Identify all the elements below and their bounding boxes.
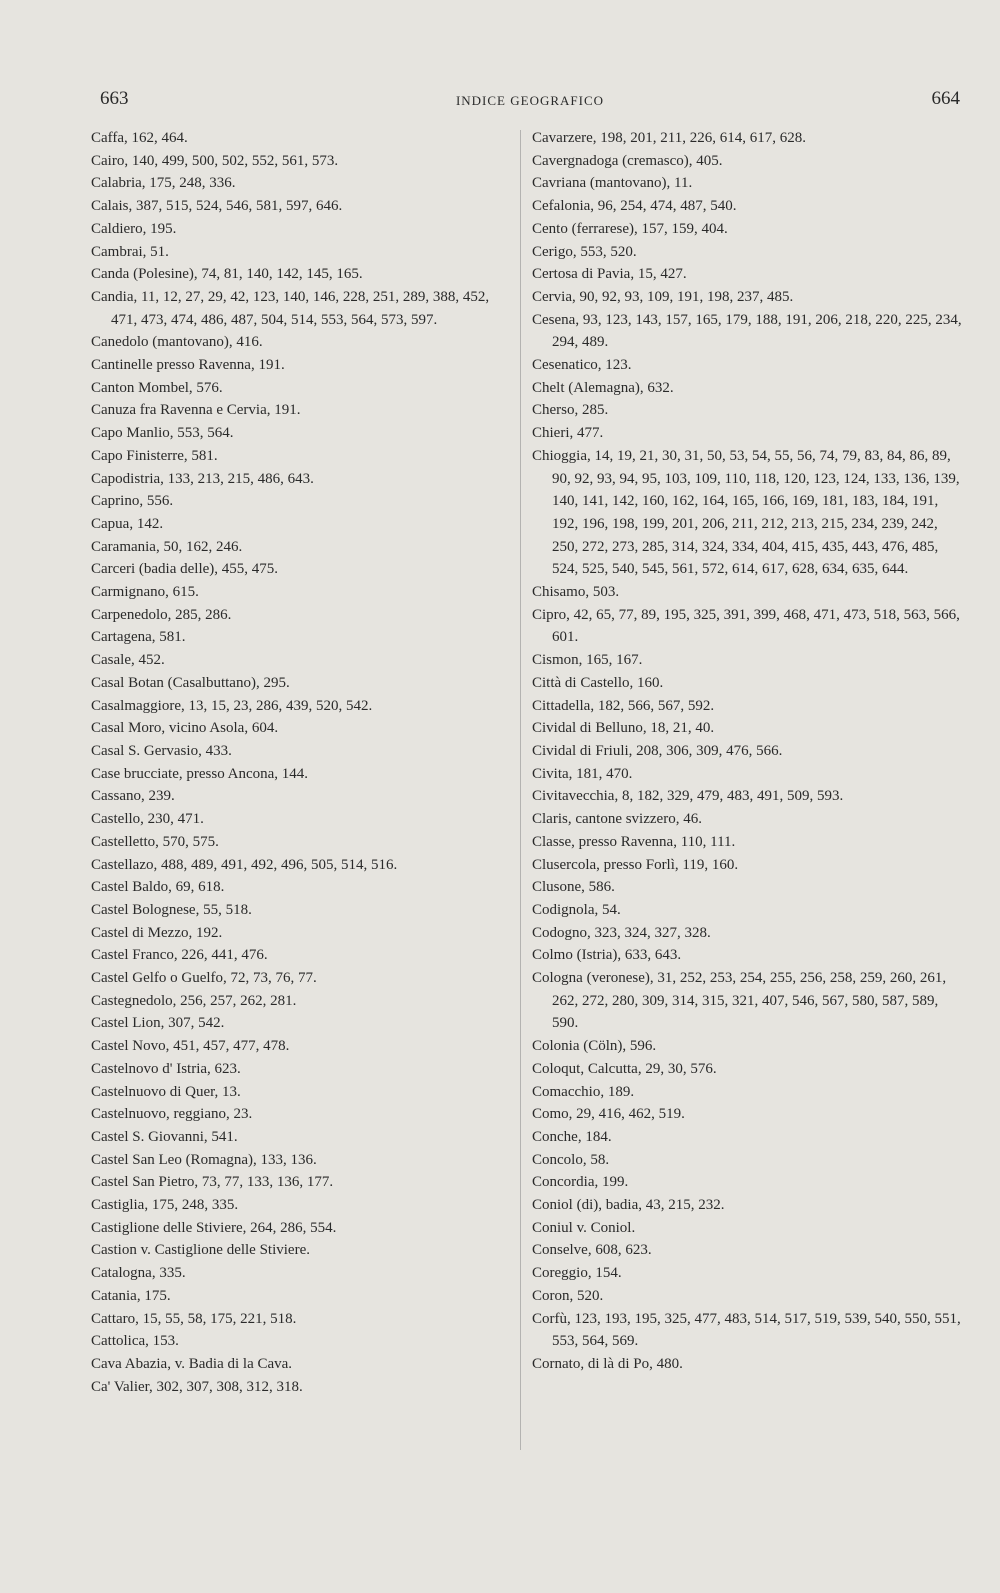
- page-number-left: 663: [100, 88, 129, 109]
- index-entry: Castello, 230, 471.: [91, 811, 204, 828]
- index-entry: Como, 29, 416, 462, 519.: [532, 1106, 685, 1123]
- index-entry: Cento (ferrarese), 157, 159, 404.: [532, 220, 728, 237]
- index-entry: Cantinelle presso Ravenna, 191.: [91, 357, 285, 374]
- index-entry: Castel San Pietro, 73, 77, 133, 136, 177.: [91, 1174, 334, 1191]
- index-entry: Certosa di Pavia, 15, 427.: [532, 266, 687, 283]
- index-entry: Conche, 184.: [532, 1128, 612, 1145]
- index-entry: Coloqut, Calcutta, 29, 30, 576.: [532, 1060, 717, 1077]
- index-entry: Carceri (badia delle), 455, 475.: [91, 561, 279, 578]
- index-entry: Catalogna, 335.: [91, 1265, 186, 1282]
- index-entry: Cividal di Belluno, 18, 21, 40.: [532, 720, 715, 737]
- index-entry: Codogno, 323, 324, 327, 328.: [532, 924, 711, 941]
- index-entry: Cismon, 165, 167.: [532, 652, 643, 669]
- index-entry: Cesena, 93, 123, 143, 157, 165, 179, 188, 191, 206, 218, 220, 225, 234, 294, 489.: [532, 311, 962, 351]
- index-entry: Cervia, 90, 92, 93, 109, 191, 198, 237, 485.: [532, 288, 794, 305]
- index-entry: Castel S. Giovanni, 541.: [91, 1128, 238, 1145]
- index-entry: Ca' Valier, 302, 307, 308, 312, 318.: [91, 1378, 303, 1395]
- index-entry: Castel Gelfo o Guelfo, 72, 73, 76, 77.: [91, 970, 317, 987]
- index-entry: Capo Manlio, 553, 564.: [91, 425, 234, 442]
- index-entry: Castion v. Castiglione delle Stiviere.: [91, 1242, 310, 1259]
- index-entry: Cherso, 285.: [532, 402, 609, 419]
- index-entry: Cavergnadoga (cremasco), 405.: [532, 152, 723, 169]
- index-entry: Castiglia, 175, 248, 335.: [91, 1197, 239, 1214]
- index-entry: Cambrai, 51.: [91, 243, 169, 260]
- index-entry: Castellazo, 488, 489, 491, 492, 496, 505, 514, 516.: [91, 856, 398, 873]
- index-entry: Codignola, 54.: [532, 901, 621, 918]
- index-entry: Caffa, 162, 464.: [91, 130, 188, 146]
- running-title: INDICE GEOGRAFICO: [455, 93, 605, 108]
- index-entry: Cividal di Friuli, 208, 306, 309, 476, 566.: [532, 742, 783, 759]
- index-entry: Corfù, 123, 193, 195, 325, 477, 483, 514, 517, 519, 539, 540, 550, 551, 553, 564, 569.: [532, 1310, 961, 1350]
- index-entry: Castegnedolo, 256, 257, 262, 281.: [91, 992, 297, 1009]
- index-entry: Coreggio, 154.: [532, 1265, 622, 1282]
- index-entry: Castelnuovo di Quer, 13.: [91, 1083, 241, 1100]
- index-entry: Casal S. Gervasio, 433.: [91, 742, 232, 759]
- index-entry: Classe, presso Ravenna, 110, 111.: [532, 833, 736, 850]
- index-entry: Castel Novo, 451, 457, 477, 478.: [91, 1038, 290, 1055]
- index-entry: Colmo (Istria), 633, 643.: [532, 947, 682, 964]
- index-entry: Castelnovo d' Istria, 623.: [91, 1060, 241, 1077]
- index-entry: Castel Bolognese, 55, 518.: [91, 901, 252, 918]
- index-entry: Catania, 175.: [91, 1287, 171, 1304]
- index-entry: Concolo, 58.: [532, 1151, 610, 1168]
- index-entry: Cerigo, 553, 520.: [532, 243, 637, 260]
- index-entry: Cittadella, 182, 566, 567, 592.: [532, 697, 715, 714]
- index-entry: Clusone, 586.: [532, 879, 615, 896]
- index-entry: Coron, 520.: [532, 1287, 604, 1304]
- index-entry: Cairo, 140, 499, 500, 502, 552, 561, 573.: [91, 152, 339, 169]
- index-entry: Cologna (veronese), 31, 252, 253, 254, 255, 256, 258, 259, 260, 261, 262, 272, 280, 309, 314, 315, 321, 407, 546, 567, 580, 587, 589, 590.: [532, 970, 947, 1032]
- index-entry: Colonia (Cöln), 596.: [532, 1038, 657, 1055]
- index-entry: Casale, 452.: [91, 652, 165, 669]
- index-entry: Canton Mombel, 576.: [91, 379, 223, 396]
- index-entry: Chioggia, 14, 19, 21, 30, 31, 50, 53, 54, 55, 56, 74, 79, 83, 84, 86, 89, 90, 92, 93, 94, 95, 103, 109, 110, 118, 120, 123, 124, 133, 136, 139, 140, 141, 142, 160, 162, 164, 165, 166, 169, 181, 183, 184, 191, 192, 196, 198, 199, 201, 206, 211, 212, 213, 215, 234, 239, 242, 250, 272, 273, 285, 314, 324, 334, 404, 415, 435, 443, 476, 485, 524, 525, 540, 545, 561, 572, 614, 617, 628, 634, 635, 644.: [532, 447, 960, 578]
- index-entry: Carpenedolo, 285, 286.: [91, 606, 232, 623]
- index-entry: Castel Franco, 226, 441, 476.: [91, 947, 268, 964]
- index-entry: Cattolica, 153.: [91, 1333, 179, 1350]
- index-entry: Cassano, 239.: [91, 788, 175, 805]
- index-entry: Cipro, 42, 65, 77, 89, 195, 325, 391, 399, 468, 471, 473, 518, 563, 566, 601.: [532, 606, 960, 646]
- index-entry: Civitavecchia, 8, 182, 329, 479, 483, 491, 509, 593.: [532, 788, 844, 805]
- column-divider: [520, 130, 521, 1450]
- index-entry: Castiglione delle Stiviere, 264, 286, 554.: [91, 1219, 337, 1236]
- index-entry: Canda (Polesine), 74, 81, 140, 142, 145, 165.: [91, 266, 363, 283]
- page-number-right: 664: [931, 88, 960, 109]
- index-entry: Comacchio, 189.: [532, 1083, 635, 1100]
- index-entry: Castel di Mezzo, 192.: [91, 924, 223, 941]
- index-entry: Cavarzere, 198, 201, 211, 226, 614, 617, 628.: [532, 130, 806, 146]
- left-column: [91, 127, 511, 1398]
- index-entry: Civita, 181, 470.: [532, 765, 633, 782]
- index-entry: Conselve, 608, 623.: [532, 1242, 652, 1259]
- index-entry: Caramania, 50, 162, 246.: [91, 538, 243, 555]
- index-entry: Capodistria, 133, 213, 215, 486, 643.: [91, 470, 314, 487]
- index-entry: Canuza fra Ravenna e Cervia, 191.: [91, 402, 301, 419]
- index-entry: Casal Moro, vicino Asola, 604.: [91, 720, 279, 737]
- index-entry: Castel Lion, 307, 542.: [91, 1015, 225, 1032]
- index-entry: Castelnuovo, reggiano, 23.: [91, 1106, 253, 1123]
- index-entry: Calais, 387, 515, 524, 546, 581, 597, 646.: [91, 198, 343, 215]
- index-entry: Caprino, 556.: [91, 493, 174, 510]
- index-entry: Castel San Leo (Romagna), 133, 136.: [91, 1151, 317, 1168]
- index-entry: Casal Botan (Casalbuttano), 295.: [91, 674, 290, 691]
- index-entry: Castelletto, 570, 575.: [91, 833, 219, 850]
- index-entry: Carmignano, 615.: [91, 584, 199, 601]
- index-entry: Cesenatico, 123.: [532, 357, 632, 374]
- index-entry: Caldiero, 195.: [91, 220, 177, 237]
- index-entry: Coniul v. Coniol.: [532, 1219, 636, 1236]
- index-entry: Chelt (Alemagna), 632.: [532, 379, 674, 396]
- right-column: [532, 127, 962, 1376]
- index-entry: Chisamo, 503.: [532, 584, 620, 601]
- index-entry: Casalmaggiore, 13, 15, 23, 286, 439, 520, 542.: [91, 697, 373, 714]
- index-entry: Castel Baldo, 69, 618.: [91, 879, 225, 896]
- index-entry: Cartagena, 581.: [91, 629, 186, 646]
- index-entry: Cattaro, 15, 55, 58, 175, 221, 518.: [91, 1310, 297, 1327]
- index-entry: Case brucciate, presso Ancona, 144.: [91, 765, 309, 782]
- index-entry: Clusercola, presso Forlì, 119, 160.: [532, 856, 739, 873]
- index-entry: Coniol (di), badia, 43, 215, 232.: [532, 1197, 725, 1214]
- index-entry: Cefalonia, 96, 254, 474, 487, 540.: [532, 198, 737, 215]
- index-entry: Cornato, di là di Po, 480.: [532, 1355, 683, 1372]
- index-entry: Capo Finisterre, 581.: [91, 447, 218, 464]
- index-entry: Città di Castello, 160.: [532, 674, 664, 691]
- index-entry: Capua, 142.: [91, 515, 164, 532]
- index-entry: Canedolo (mantovano), 416.: [91, 334, 263, 351]
- index-entry: Claris, cantone svizzero, 46.: [532, 811, 702, 828]
- index-entry: Calabria, 175, 248, 336.: [91, 175, 236, 192]
- index-entry: Chieri, 477.: [532, 425, 604, 442]
- page-header: [100, 88, 960, 114]
- index-entry: Cava Abazia, v. Badia di la Cava.: [91, 1355, 293, 1372]
- index-entry: Concordia, 199.: [532, 1174, 629, 1191]
- index-entry: Cavriana (mantovano), 11.: [532, 175, 693, 192]
- index-entry: Candia, 11, 12, 27, 29, 42, 123, 140, 146, 228, 251, 289, 388, 452, 471, 473, 474, 486, 487, 504, 514, 553, 564, 573, 597.: [91, 288, 490, 328]
